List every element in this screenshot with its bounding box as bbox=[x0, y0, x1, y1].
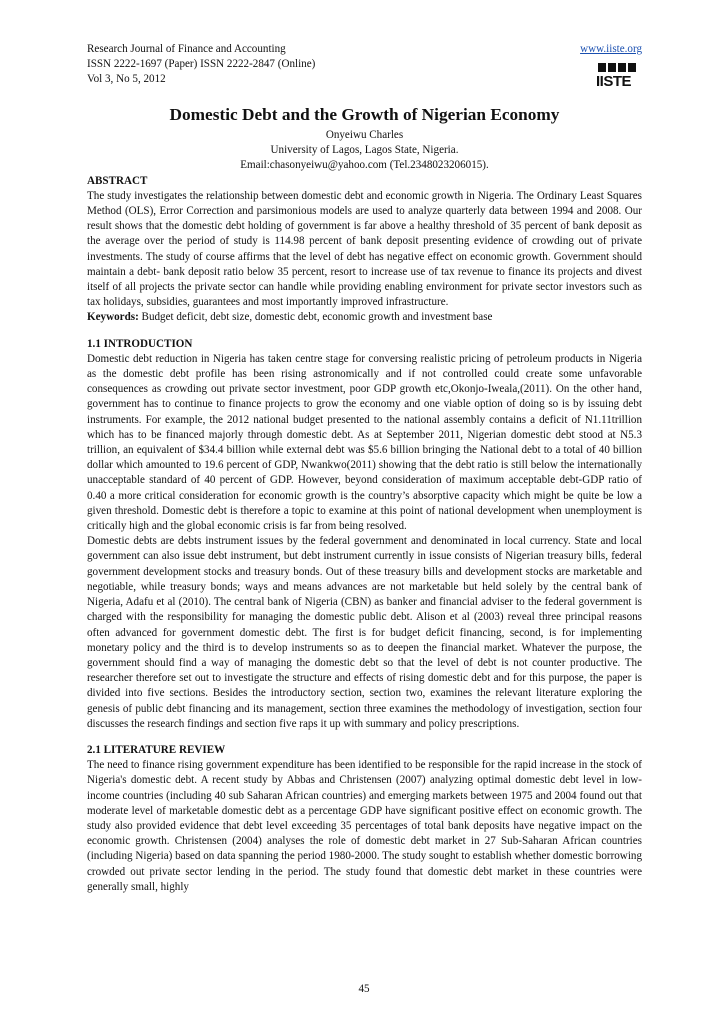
journal-name: Research Journal of Finance and Accounting bbox=[87, 43, 286, 55]
introduction-paragraph-1: Domestic debt reduction in Nigeria has taken centre stage for conversing realistic pricing of petroleum products in Nigeria as the domestic debt profile has been rising astronomically and if not controlled could create some unfavorable consequences as crowding out private sector investment, poor GDP growth etc,Okonjo-Iweala,(2011). On the other hand, government has to continue to finance projects to grow the economy and one viable option of doing so is by issuing debt instruments. For example, the 2012 national budget presented to the national assembly contains a deficit of N1.11trillion which has to be financed majorly through domestic debt. As at September 2011, Nigerian domestic debt stood at N5.3 trillion, an equivalent of $34.4 billion while external debt was $5.6 billion bringing the National debt to a total of 40 billion dollar which amounted to 19.6 percent of GDP, Nwankwo(2011) showing that the debt ratio is still below the internationally unacceptable standard of 40 percent of GDP. However, beyond consideration of maximum acceptable debt-GDP ratio of 0.40 a more critical consideration for economic growth is the country’s absorptive capacity which might be quite be low a given threshold. Domestic debt is therefore a topic to examine at this point of national development when unemployment is critically high and the global economic crisis is far from being resolved. bbox=[87, 352, 642, 533]
paper-title: Domestic Debt and the Growth of Nigerian Economy bbox=[169, 105, 560, 124]
journal-url-link[interactable]: www.iiste.org bbox=[580, 43, 642, 55]
author-contact: Email:chasonyeiwu@yahoo.com (Tel.2348023206015). bbox=[240, 159, 489, 172]
keywords-text: Budget deficit, debt size, domestic debt, economic growth and investment base bbox=[138, 311, 493, 324]
introduction-paragraph-2: Domestic debts are debts instrument issues by the federal government and denominated in local currency. State and local government can also issue debt instrument, but debt instrument currently in issue consists of Nigerian treasury bills, federal government development stocks and treasury bonds. Out of these treasury bills and development stocks are marketable and negotiable, while treasury bonds; ways and means advances are not marketable but held solely by the central bank of Nigeria, Adafu et al (2010). The central bank of Nigeria (CBN) as banker and financial adviser to the federal government is charged with the responsibility for managing the domestic public debt. Alison et al (2003) reveal three principal reasons often advanced for government domestic debt. The first is for budget deficit financing, second, is for implementing monetary policy and the third is to develop instruments so as to deepen the financial market. Whatever the purpose, the government should find a way of managing the domestic debt so that the level of debt is not counter productive. The researcher therefore set out to investigate the structure and effects of rising domestic debt and for this purpose, the paper is divided into five sections. Besides the introductory section, section two, examines the relevant literature exploring the genesis of public debt financing and its management, section three examines the methodology of investigation, section four discusses the research findings and section five raps it up with summary and policy prescriptions. bbox=[87, 535, 642, 730]
literature-heading: 2.1 LITERATURE REVIEW bbox=[87, 743, 226, 756]
running-header bbox=[87, 42, 642, 90]
author-block bbox=[87, 128, 642, 174]
author-name: Onyeiwu Charles bbox=[325, 129, 404, 141]
volume-line: Vol 3, No 5, 2012 bbox=[87, 73, 166, 85]
keywords-line bbox=[87, 310, 642, 325]
page-number: 45 bbox=[358, 983, 370, 995]
abstract-text: The study investigates the relationship between domestic debt and economic growth in Nigeria. The Ordinary Least Squares Method (OLS), Error Correction and parsimonious models are used to analyze quarterly data between 1994 and 2008. Our result shows that the domestic debt holding of government is far above a healthy threshold of 35 percent of bank deposit as the average over the period of study is 114.98 percent of bank deposit presenting evidence of crowding out of private investments. The study of course affirms that the level of debt has negative effect on economic growth. Government should maintain a debt- bank deposit ratio below 35 percent, resort to increase use of tax revenue to finance its projects and divest itself of all projects the private sector can handle while providing enabling environment for private sector investors such as tax holidays, subsidies, guarantees and most importantly improved infrastructure. bbox=[87, 189, 642, 309]
author-affiliation: University of Lagos, Lagos State, Nigeria. bbox=[270, 144, 459, 157]
logo-wordmark: IISTE bbox=[596, 73, 632, 90]
keywords-label: Keywords: bbox=[87, 311, 139, 324]
literature-paragraph-1: The need to finance rising government expenditure has been identified to be responsible for the rapid increase in the stock of Nigeria's domestic debt. A recent study by Abbas and Christensen (2007) analyzing optimal domestic debt level in low-income countries (including 40 sub Saharan African countries) and emerging markets between 1975 and 2004 found out that moderate level of marketable domestic debt as a percentage GDP have significant positive effect on economic growth. The study also provided evidence that debt level exceeding 35 percentages of total bank deposits have negative impact on the economic growth. Christensen (2004) analyses the role of domestic debt market in 27 Sub-Saharan African countries (including Nigeria) based on data spanning the period 1980-2000. The study sought to establish whether domestic borrowing crowded out private sector lending in the period. The study found that domestic debt market in these countries were generally small, highly bbox=[87, 759, 642, 893]
abstract-heading: ABSTRACT bbox=[87, 174, 148, 187]
iiste-logo bbox=[594, 62, 640, 92]
issn-line: ISSN 2222-1697 (Paper) ISSN 2222-2847 (Online) bbox=[87, 58, 316, 70]
introduction-heading: 1.1 INTRODUCTION bbox=[87, 337, 193, 350]
paper-page bbox=[87, 42, 642, 895]
